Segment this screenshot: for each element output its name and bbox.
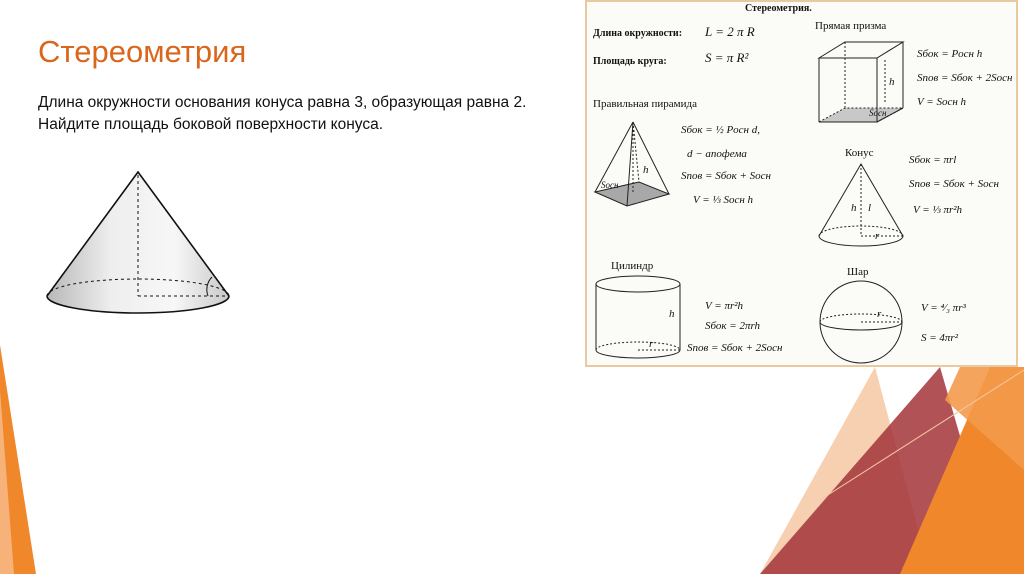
formula-reference-sheet	[585, 0, 1018, 367]
pyramid-formula-total: Sпов = Sбок + Sосн	[681, 170, 771, 182]
circle-area-label: Площадь круга:	[593, 56, 667, 67]
cylinder-formula-volume: V = πr²h	[705, 300, 744, 312]
pyramid-formula-lateral: Sбок = ½ Pосн d,	[681, 124, 761, 136]
sphere-figure	[817, 280, 905, 366]
pyramid-name: Правильная пирамида	[593, 98, 697, 110]
prism-formula-lateral: Sбок = Pосн h	[917, 48, 983, 60]
cone-illustration	[40, 165, 240, 320]
sphere-r-label: r	[877, 308, 882, 320]
circle-area-formula: S = π R²	[705, 50, 749, 65]
pyramid-apothem-note: d − апофема	[687, 148, 747, 160]
cone-formula-volume: V = ⅓ πr²h	[913, 204, 963, 216]
circle-length-label: Длина окружности:	[593, 28, 683, 39]
pyramid-h-label: h	[643, 164, 649, 176]
cone-name: Конус	[845, 147, 874, 159]
prism-formula-total: Sпов = Sбок + 2Sосн	[917, 72, 1013, 84]
sphere-name: Шар	[847, 266, 869, 278]
cylinder-h-label: h	[669, 308, 675, 320]
cylinder-r-label: r	[649, 338, 654, 350]
cone-formula-lateral: Sбок = πrl	[909, 154, 957, 166]
pyramid-figure	[593, 120, 673, 210]
sphere-formula-area: S = 4πr²	[921, 332, 959, 344]
prism-h-label: h	[889, 76, 895, 88]
cylinder-formula-lateral: Sбок = 2πrh	[705, 320, 761, 332]
prism-base-label: Sосн	[869, 108, 887, 118]
cone-formula-total: Sпов = Sбок + Sосн	[909, 178, 999, 190]
circle-length-formula: L = 2 π R	[705, 24, 755, 39]
sheet-heading: Стереометрия.	[745, 3, 812, 14]
small-cone-r-label: r	[875, 230, 880, 242]
page-title: Стереометрия	[38, 34, 247, 69]
small-cone-h-label: h	[851, 202, 857, 214]
problem-text: Длина окружности основания конуса равна 3, образующая равна 2. Найдите площадь боковой поверхности конуса.	[38, 94, 527, 133]
sphere-formula-volume: V = ⁴⁄₃ πr³	[921, 302, 966, 314]
prism-formula-volume: V = Sосн h	[917, 96, 967, 108]
cylinder-name: Цилиндр	[611, 260, 654, 272]
prism-name: Прямая призма	[815, 20, 887, 32]
small-cone-figure	[815, 162, 907, 250]
pyramid-formula-volume: V = ⅓ Sосн h	[693, 194, 754, 206]
pyramid-base-label: Sосн	[601, 180, 619, 190]
small-cone-l-label: l	[868, 202, 872, 214]
cylinder-formula-total: Sпов = Sбок + 2Sосн	[687, 342, 783, 354]
